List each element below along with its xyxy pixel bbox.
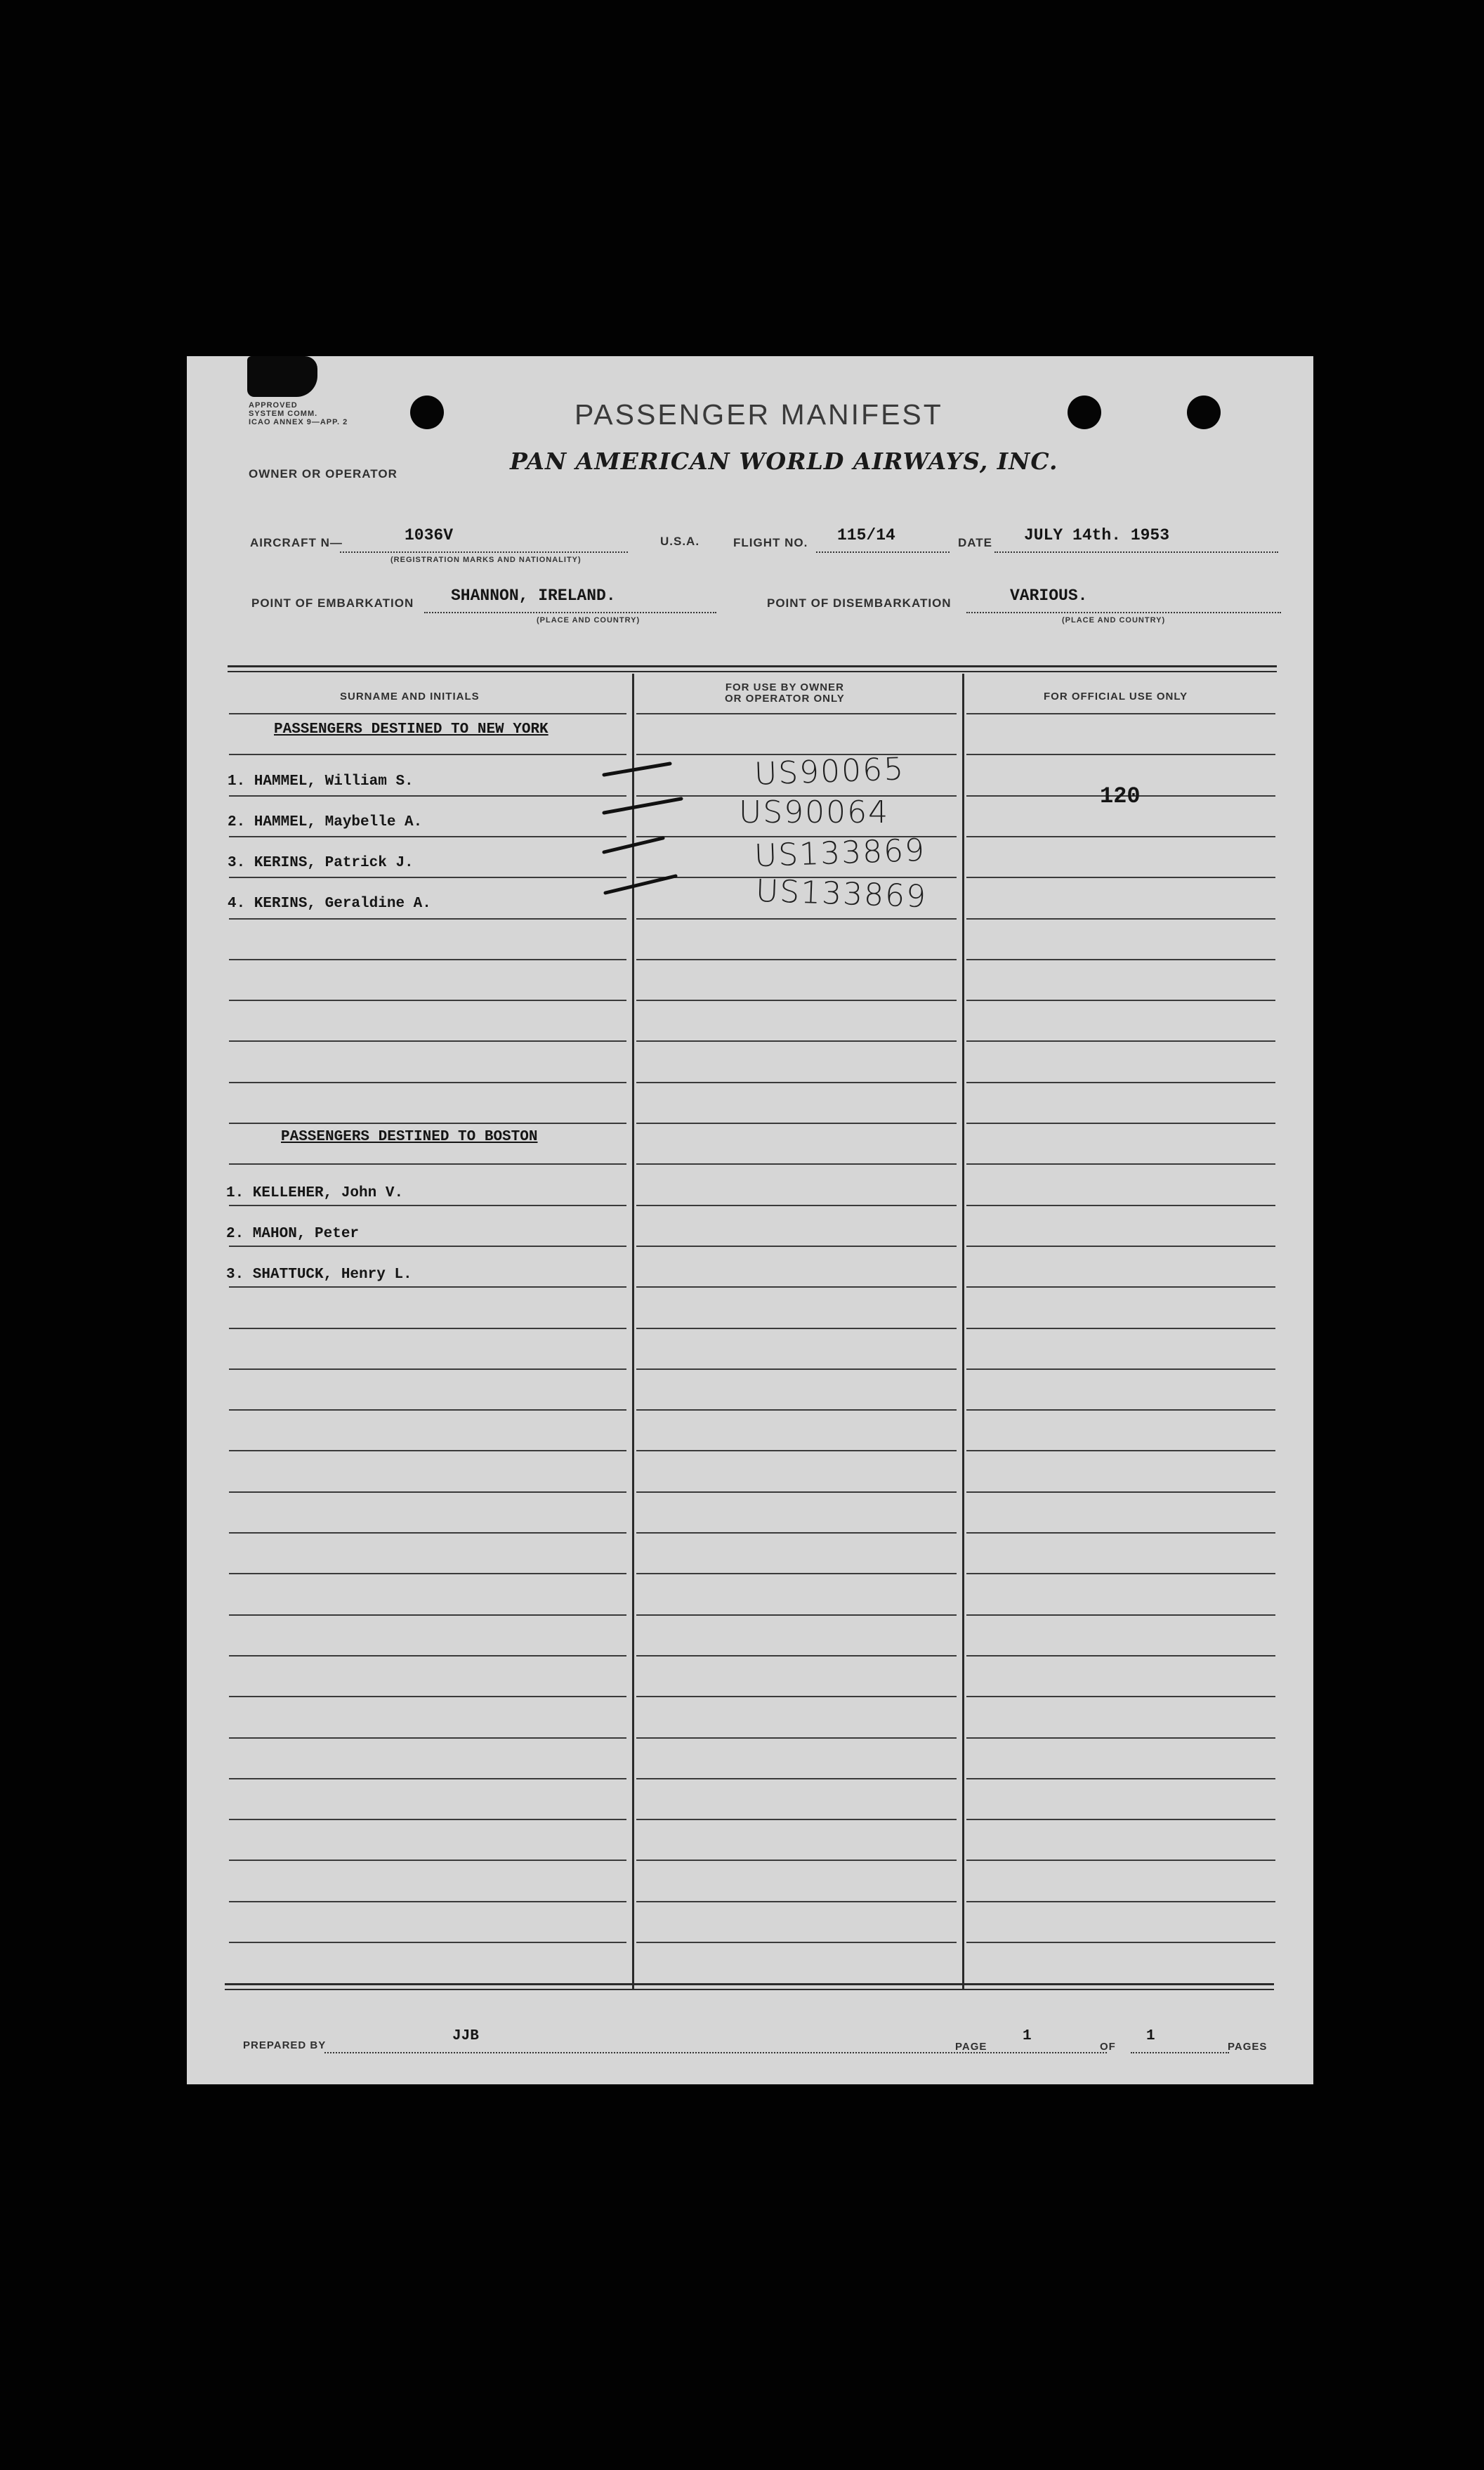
usa-label: U.S.A. — [660, 535, 700, 548]
ruled-line — [229, 1328, 626, 1329]
ruled-line — [966, 1246, 1275, 1247]
ruled-line — [229, 1696, 626, 1697]
ruled-line — [966, 918, 1275, 920]
check-mark — [604, 764, 670, 775]
ruled-line — [636, 1655, 957, 1657]
ruled-line — [636, 1246, 957, 1247]
ruled-line — [229, 713, 626, 714]
approval-stamp: APPROVED SYSTEM COMM. ICAO ANNEX 9—APP. 2 — [249, 401, 348, 426]
ruled-line — [966, 1614, 1275, 1616]
aircraft-label: AIRCRAFT N— — [250, 536, 343, 549]
official-entry: 120 — [1100, 783, 1141, 809]
ruled-line — [229, 754, 626, 755]
ruled-line — [229, 1246, 626, 1247]
passenger-name: 2. MAHON, Peter — [226, 1226, 360, 1242]
date-value: JULY 14th. 1953 — [1024, 526, 1170, 544]
pages-label: PAGES — [1228, 2041, 1268, 2053]
ruled-line — [966, 1696, 1275, 1697]
passenger-name: 3. KERINS, Patrick J. — [228, 855, 414, 871]
flight-value: 115/14 — [837, 526, 895, 544]
aircraft-value: 1036V — [405, 526, 454, 544]
ruled-line — [636, 1942, 957, 1943]
ruled-line — [636, 1860, 957, 1861]
ruled-line — [229, 877, 626, 878]
check-mark — [604, 838, 663, 852]
ruled-line — [966, 836, 1275, 837]
manifest-sheet — [187, 356, 1313, 2084]
owner-label: OWNER OR OPERATOR — [249, 467, 398, 481]
ruled-line — [229, 1205, 626, 1206]
disembark-value: VARIOUS. — [1010, 587, 1088, 605]
ruled-line — [966, 1819, 1275, 1820]
ruled-line — [229, 1860, 626, 1861]
passenger-name: 1. KELLEHER, John V. — [226, 1185, 404, 1201]
ruled-line — [966, 1491, 1275, 1493]
ruled-line — [636, 1819, 957, 1820]
check-marks — [601, 750, 728, 918]
disembark-label: POINT OF DISEMBARKATION — [767, 596, 952, 610]
ruled-line — [229, 1614, 626, 1616]
prepared-value: JJB — [452, 2028, 479, 2044]
ruled-line — [229, 1901, 626, 1902]
ruled-line — [636, 1737, 957, 1739]
operator-entry: US90065 — [754, 751, 905, 792]
page-value: 1 — [1023, 2028, 1032, 2044]
ruled-line — [966, 1000, 1275, 1001]
ruled-line — [229, 1000, 626, 1001]
ruled-line — [636, 1205, 957, 1206]
operator-entry: US90064 — [739, 795, 890, 830]
ruled-line — [229, 1409, 626, 1411]
disembark-sublabel: (PLACE AND COUNTRY) — [1062, 616, 1166, 625]
passenger-name: 2. HAMMEL, Maybelle A. — [228, 814, 423, 830]
passenger-name: 1. HAMMEL, William S. — [228, 773, 414, 790]
ruled-line — [229, 795, 626, 797]
col-header-official: FOR OFFICIAL USE ONLY — [1044, 691, 1188, 703]
embark-sublabel: (PLACE AND COUNTRY) — [537, 616, 641, 625]
ruled-line — [229, 1819, 626, 1820]
ruled-line — [966, 1368, 1275, 1370]
check-mark — [605, 876, 676, 893]
ruled-line — [229, 959, 626, 960]
ruled-line — [966, 1901, 1275, 1902]
ruled-line — [636, 713, 957, 714]
ruled-line — [636, 1328, 957, 1329]
ruled-line — [966, 877, 1275, 878]
ruled-line — [636, 1368, 957, 1370]
ruled-line — [636, 918, 957, 920]
form-title: PASSENGER MANIFEST — [574, 398, 943, 431]
ruled-line — [966, 1778, 1275, 1779]
binder-hole — [1068, 396, 1101, 429]
ruled-line — [966, 1532, 1275, 1534]
ruled-line — [636, 1491, 957, 1493]
ruled-line — [966, 1040, 1275, 1042]
ruled-line — [229, 1450, 626, 1451]
of-value: 1 — [1146, 2028, 1155, 2044]
flight-label: FLIGHT NO. — [733, 536, 808, 549]
binder-hole — [1187, 396, 1221, 429]
ruled-line — [966, 1737, 1275, 1739]
page-label: PAGE — [955, 2041, 987, 2053]
ruled-line — [636, 1286, 957, 1288]
date-label: DATE — [958, 536, 993, 549]
ruled-line — [966, 1573, 1275, 1574]
ruled-line — [636, 1573, 957, 1574]
ruled-line — [636, 1000, 957, 1001]
ruled-line — [636, 1696, 957, 1697]
ruled-line — [636, 959, 957, 960]
ruled-line — [229, 1737, 626, 1739]
airline-name: PAN AMERICAN WORLD AIRWAYS, INC. — [510, 447, 1058, 475]
ruled-line — [966, 713, 1275, 714]
ruled-line — [229, 836, 626, 837]
ruled-line — [966, 1286, 1275, 1288]
ruled-line — [636, 1450, 957, 1451]
prepared-label: PREPARED BY — [243, 2039, 327, 2051]
ruled-line — [966, 754, 1275, 755]
ruled-line — [229, 1942, 626, 1943]
ruled-line — [229, 1286, 626, 1288]
col-header-owner: FOR USE BY OWNER OR OPERATOR ONLY — [725, 681, 845, 705]
check-mark — [604, 799, 681, 813]
ruled-line — [966, 1205, 1275, 1206]
ruled-line — [966, 1860, 1275, 1861]
ruled-line — [636, 1082, 957, 1083]
ruled-line — [636, 1409, 957, 1411]
group-heading-new-york: PASSENGERS DESTINED TO NEW YORK — [274, 721, 549, 738]
ruled-line — [966, 1655, 1275, 1657]
embark-value: SHANNON, IRELAND. — [451, 587, 616, 605]
ruled-line — [229, 1655, 626, 1657]
ruled-line — [636, 1532, 957, 1534]
ruled-line — [229, 1491, 626, 1493]
ruled-line — [229, 1123, 626, 1124]
operator-entry: US133869 — [754, 832, 926, 875]
of-label: OF — [1100, 2041, 1116, 2053]
ruled-line — [229, 1778, 626, 1779]
aircraft-sublabel: (REGISTRATION MARKS AND NATIONALITY) — [390, 556, 582, 564]
ruled-line — [229, 1532, 626, 1534]
group-heading-boston: PASSENGERS DESTINED TO BOSTON — [281, 1129, 538, 1145]
ruled-line — [229, 1368, 626, 1370]
col-header-surname: SURNAME AND INITIALS — [340, 691, 480, 703]
ruled-line — [966, 1163, 1275, 1165]
ruled-line — [229, 1163, 626, 1165]
ruled-line — [636, 1778, 957, 1779]
ruled-line — [636, 1163, 957, 1165]
binder-hole — [410, 396, 444, 429]
operator-entry: US133869 — [755, 873, 928, 915]
ruled-line — [636, 1901, 957, 1902]
passenger-name: 3. SHATTUCK, Henry L. — [226, 1267, 412, 1283]
ruled-line — [636, 1040, 957, 1042]
ruled-line — [229, 1082, 626, 1083]
ruled-line — [229, 1573, 626, 1574]
column-divider — [962, 674, 964, 1989]
ruled-line — [229, 1040, 626, 1042]
embark-label: POINT OF EMBARKATION — [251, 596, 414, 610]
ruled-line — [229, 918, 626, 920]
ruled-line — [966, 1450, 1275, 1451]
ruled-line — [966, 1082, 1275, 1083]
ruled-line — [636, 1614, 957, 1616]
ruled-line — [966, 1328, 1275, 1329]
ruled-line — [966, 1409, 1275, 1411]
ruled-line — [966, 959, 1275, 960]
ruled-line — [636, 1123, 957, 1124]
passenger-name: 4. KERINS, Geraldine A. — [228, 896, 431, 912]
ruled-line — [966, 1123, 1275, 1124]
ruled-line — [966, 1942, 1275, 1943]
redaction-blot — [247, 356, 317, 397]
